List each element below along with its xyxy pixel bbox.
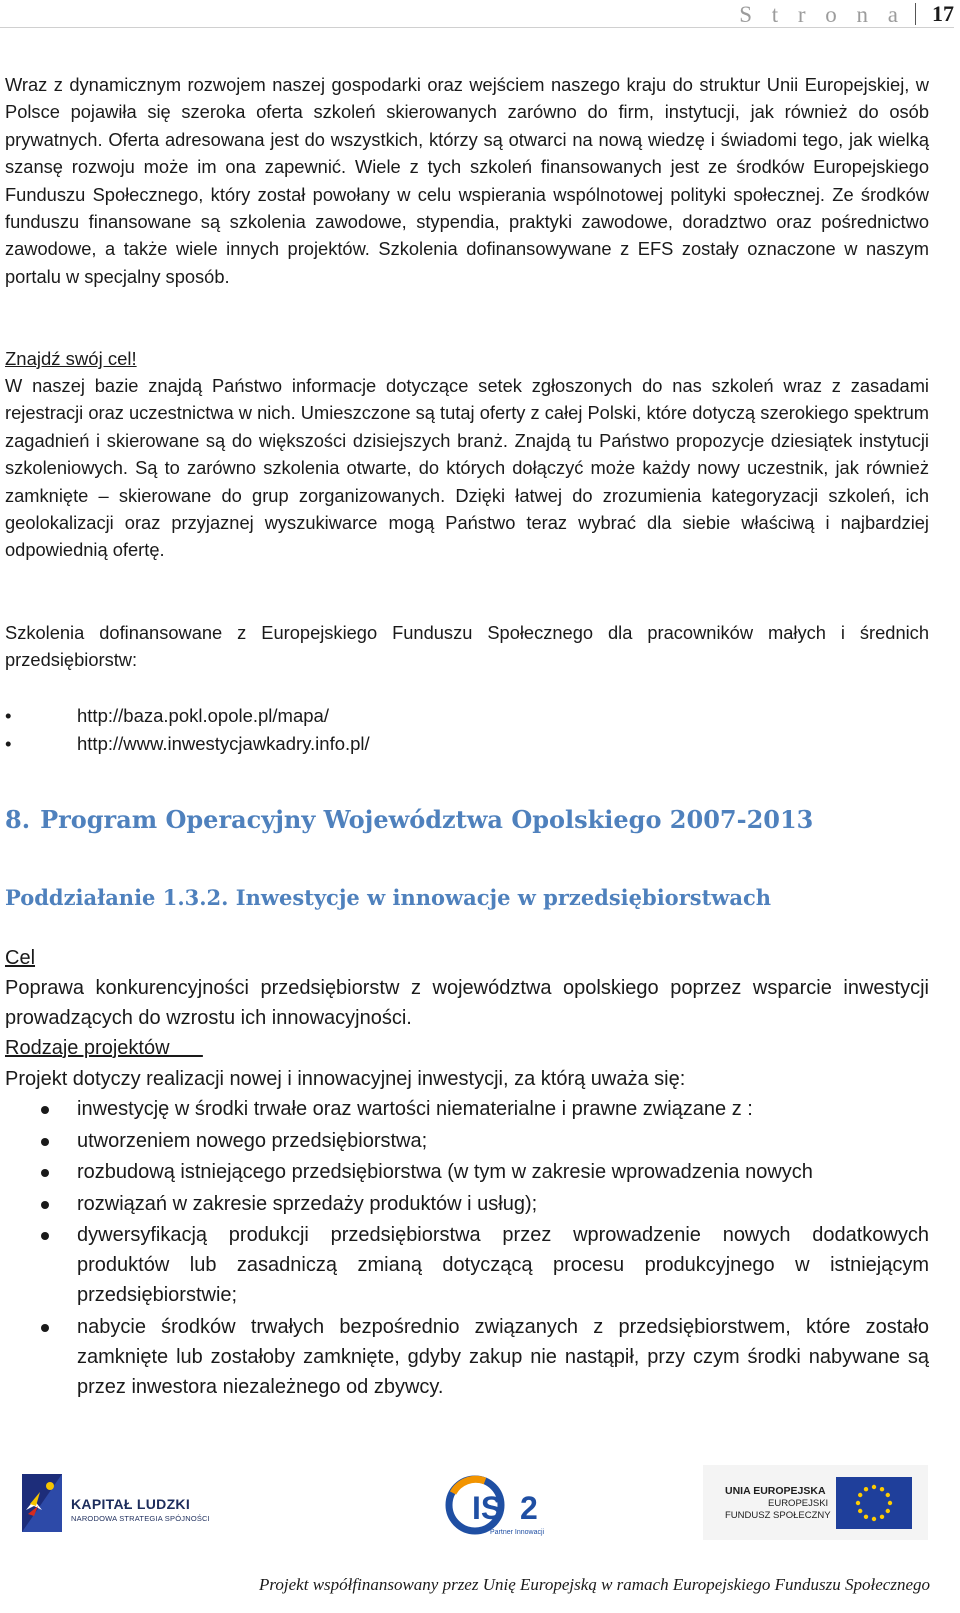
eu-efs-logo [703, 1465, 928, 1540]
eu-flag-icon [836, 1477, 912, 1529]
page-number: 17 [932, 1, 954, 26]
list-item: utworzeniem nowego przedsiębiorstwa; [5, 1126, 929, 1156]
efs-paragraph: Szkolenia dofinansowane z Europejskiego Funduszu Społecznego dla pracowników małych i średnich przedsiębiorstw: [5, 622, 929, 671]
bullet-dot [41, 1169, 49, 1177]
goal-text: Poprawa konkurencyjności przedsiębiorstw z województwa opolskiego poprzez wsparcie inwestycji prowadzących do wzrostu ich innowacyjności. [5, 977, 929, 1029]
bullet-dot [41, 1232, 49, 1240]
kapital-ludzki-subtitle: NARODOWA STRATEGIA SPÓJNOŚCI [71, 1514, 210, 1523]
database-paragraph: W naszej bazie znajdą Państwo informacje dotyczące setek zgłoszonych do nas szkoleń wraz z zasadami rejestracji oraz uczestnictwa w nich. Umieszczone są tutaj oferty z całej Polski, które dotyczą szerokiego spektrum zagadnień i skierowane są do większości dzisiejszych branż. Znajdą tu Państwo propozycje dziesiątek instytucji szkoleniowych. Są to zarówno szkolenia otwarte, do których dołączyć może każdy nowy uczestnik, jak również zamknięte – skierowane do grup zorganizowanych. Dzięki łatwej do zrozumienia kategoryzacji szkoleń, ich geolokalizacji oraz przyjaznej wyszukiwarce mogą Państwo teraz wybrać dla siebie właściwą i najbardziej odpowiednią ofertę. [5, 375, 929, 561]
efs-label-line1: EUROPEJSKI [768, 1498, 829, 1509]
footer-caption: Projekt współfinansowany przez Unię Europejską w ramach Europejskiego Funduszu Społecznego [259, 1575, 930, 1594]
kapital-ludzki-emblem-icon [22, 1470, 62, 1532]
bullet: • [5, 733, 12, 754]
section-number: 8. [5, 805, 31, 834]
bullet-dot [41, 1138, 49, 1146]
url-link[interactable]: http://baza.pokl.opole.pl/mapa/ [77, 705, 329, 726]
bullet-dot [41, 1201, 49, 1209]
bullet-dot [41, 1324, 49, 1332]
kapital-ludzki-logo [22, 1470, 212, 1535]
list-item [5, 730, 370, 758]
list-item [5, 702, 370, 730]
project-intro: Projekt dotyczy realizacji nowej i innowacyjnej inwestycji, za którą uważa się: [5, 1068, 686, 1090]
ris2-logo [445, 1475, 555, 1540]
eu-label: UNIA EUROPEJSKA [725, 1485, 826, 1497]
list-item: rozwiązań w zakresie sprzedaży produktów i usług); [5, 1189, 929, 1219]
list-item: nabycie środków trwałych bezpośrednio związanych z przedsiębiorstwem, które zostało zamknięte lub zostałoby zamknięte, gdyby zakup nie nastąpił, przy czym środki nabywane są przez inwestora niezależnego od zbywcy. [5, 1312, 929, 1402]
ris2-partner-text: Partner Innowacji [490, 1529, 545, 1536]
svg-text:2: 2 [520, 1490, 538, 1526]
page-header [0, 0, 960, 28]
goal-label: Cel [5, 947, 36, 969]
header-separator [915, 3, 916, 25]
footer-logos [0, 1465, 960, 1575]
subsection-heading: Poddziałanie 1.3.2. Inwestycje w innowacje w przedsiębiorstwach [5, 885, 772, 910]
header-rule [0, 27, 954, 28]
url-list [5, 702, 370, 758]
list-item: dywersyfikacją produkcji przedsiębiorstwa przez wprowadzenie nowych dodatkowych produktów lub zasadniczą zmianą dotyczącą procesu produkcyjnego w istniejącym przedsiębiorstwie; [5, 1220, 929, 1310]
list-item: inwestycję w środki trwałe oraz wartości niematerialne i prawne związane z : [5, 1094, 929, 1124]
bullet: • [5, 705, 12, 726]
find-goal-link[interactable]: Znajdź swój cel! [5, 348, 137, 369]
efs-label-line2: FUNDUSZ SPOŁECZNY [725, 1510, 831, 1521]
kapital-ludzki-title: KAPITAŁ LUDZKI [71, 1496, 191, 1512]
project-bullet-list [5, 1094, 929, 1403]
page-label: S t r o n a [739, 2, 905, 27]
url-link[interactable]: http://www.inwestycjawkadry.info.pl/ [77, 733, 370, 754]
section-heading [5, 805, 813, 834]
project-types-label: Rodzaje projektów [5, 1037, 170, 1059]
intro-paragraph: Wraz z dynamicznym rozwojem naszej gospodarki oraz wejściem naszego kraju do struktur Unii Europejskiej, w Polsce pojawiła się szeroka oferta szkoleń skierowanych zarówno do firm, instytucji, jak również do osób prywatnych. Oferta adresowana jest do wszystkich, którzy są otwarci na nową wiedzę i świadomi tego, jak wielką szansę rozwoju może im ona zapewnić. Wiele z tych szkoleń finansowanych jest ze środków Europejskiego Funduszu Społecznego, który został powołany w celu wspierania wspólnotowej polityki społecznej. Ze środków funduszu finansowane są szkolenia zawodowe, stypendia, praktyki zawodowe, doradztwo oraz pośrednictwo zawodowe, a także wiele innych projektów. Szkolenia dofinansowywane z EFS zostały oznaczone w naszym portalu w specjalny sposób. [5, 74, 929, 287]
svg-text:IS: IS [472, 1490, 503, 1526]
section-title: Program Operacyjny Województwa Opolskiego 2007-2013 [40, 805, 814, 834]
bullet-dot [41, 1106, 49, 1114]
list-item: rozbudową istniejącego przedsiębiorstwa (w tym w zakresie wprowadzenia nowych [5, 1157, 929, 1187]
